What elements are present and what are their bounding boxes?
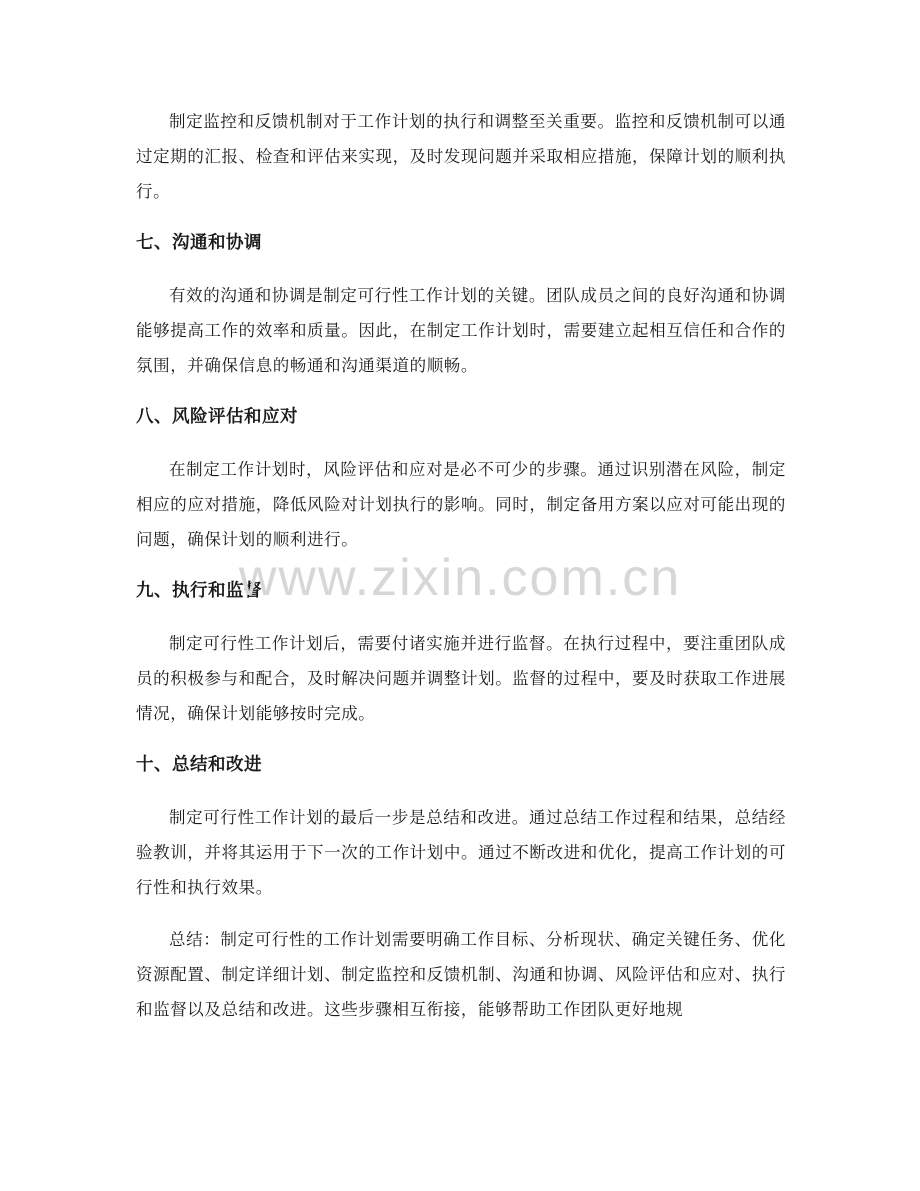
watermark-text: www.zixin.com.cn: [238, 549, 682, 607]
section-heading-execution: 九、执行和监督: [136, 581, 262, 601]
section-heading-risk: 八、风险评估和应对: [136, 407, 298, 427]
section-heading-communication: 七、沟通和协调: [136, 233, 262, 253]
paragraph-conclusion: 总结：制定可行性的工作计划需要明确工作目标、分析现状、确定关键任务、优化资源配置、制定详细计划、制定监控和反馈机制、沟通和协调、风险评估和应对、执行和监督以及总结和改进。这些步骤相互衔接，能够帮助工作团队更好地规: [136, 930, 786, 1019]
paragraph-execution: 制定可行性工作计划后，需要付诸实施并进行监督。在执行过程中，要注重团队成员的积极参与和配合，及时解决问题并调整计划。监督的过程中，要及时获取工作进展情况，确保计划能够按时完成。: [136, 634, 786, 723]
paragraph-monitoring-feedback: 制定监控和反馈机制对于工作计划的执行和调整至关重要。监控和反馈机制可以通过定期的汇报、检查和评估来实现，及时发现问题并采取相应措施，保障计划的顺利执行。: [136, 112, 786, 201]
document-body: [136, 104, 786, 1044]
paragraph-summary-improve: 制定可行性工作计划的最后一步是总结和改进。通过总结工作过程和结果，总结经验教训，并将其运用于下一次的工作计划中。通过不断改进和优化，提高工作计划的可行性和执行效果。: [136, 808, 786, 897]
paragraph-communication: 有效的沟通和协调是制定可行性工作计划的关键。团队成员之间的良好沟通和协调能够提高工作的效率和质量。因此，在制定工作计划时，需要建立起相互信任和合作的氛围，并确保信息的畅通和沟通渠道的顺畅。: [136, 286, 786, 375]
paragraph-risk: 在制定工作计划时，风险评估和应对是必不可少的步骤。通过识别潜在风险，制定相应的应对措施，降低风险对计划执行的影响。同时，制定备用方案以应对可能出现的问题，确保计划的顺利进行。: [136, 460, 786, 549]
section-heading-summary-improve: 十、总结和改进: [136, 755, 262, 775]
